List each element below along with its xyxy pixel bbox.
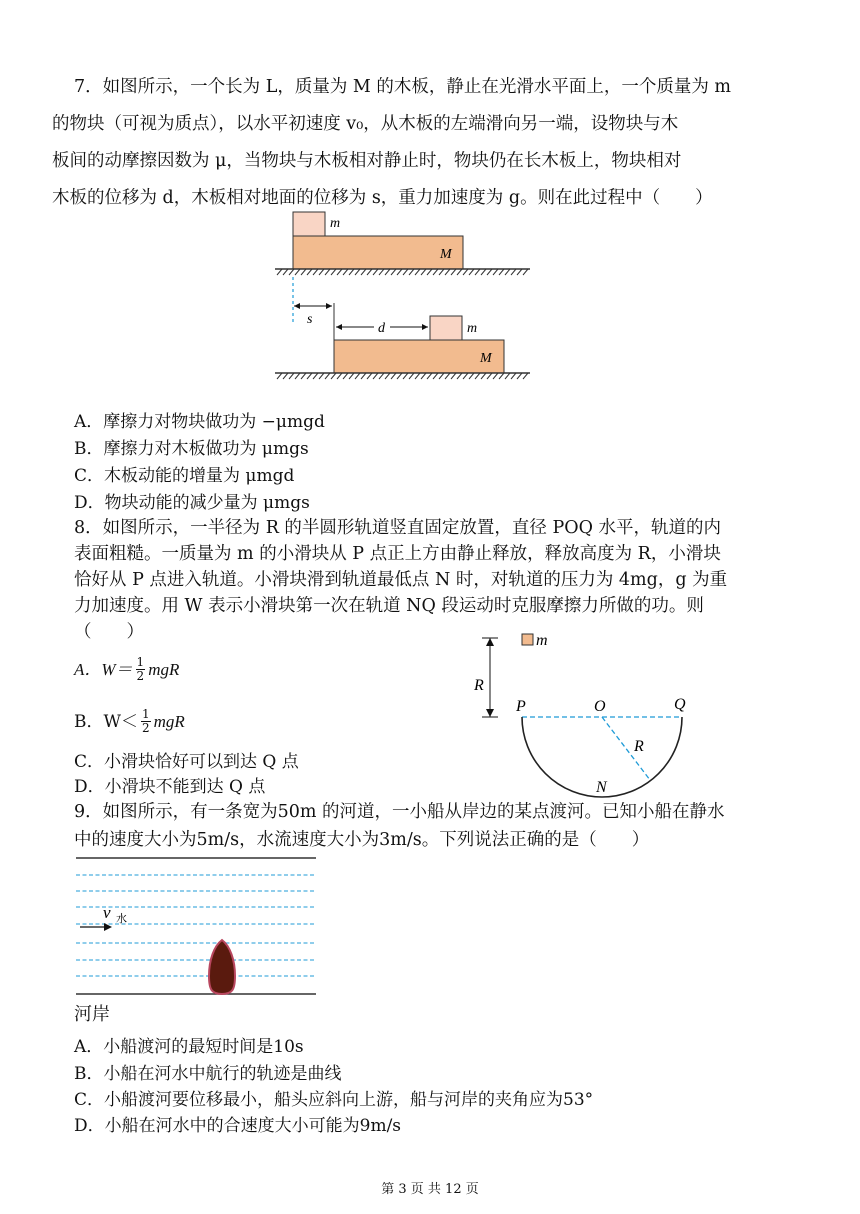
q8-option-b-prefix: B．W＜	[74, 711, 138, 732]
q7-figure	[260, 205, 540, 385]
fraction-denominator: 2	[141, 721, 150, 735]
q7-label-M-top: M	[440, 247, 452, 262]
q7-label-M-bottom: M	[480, 351, 492, 366]
q9-line-2: 中的速度大小为5m/s，水流速度大小为3m/s。下列说法正确的是（ ）	[74, 830, 650, 850]
q9-option-a: A．小船渡河的最短时间是10s	[74, 1037, 304, 1057]
q7-option-b: B．摩擦力对木板做功为 μmgs	[74, 439, 309, 459]
q7-block-bottom	[430, 316, 462, 340]
q7-label-m-top: m	[330, 216, 341, 231]
q7-line-2: 的物块（可视为质点），以水平初速度 v₀，从木板的左端滑向另一端，设物块与木	[52, 114, 679, 134]
q8-line-4: 力加速度。用 W 表示小滑块第一次在轨道 NQ 段运动时克服摩擦力所做的功。则	[74, 596, 704, 616]
fraction-denominator: 2	[136, 669, 145, 683]
q9-option-c: C．小船渡河要位移最小，船头应斜向上游，船与河岸的夹角应为53°	[74, 1090, 594, 1110]
q9-option-b: B．小船在河水中航行的轨迹是曲线	[74, 1064, 342, 1084]
q9-boat	[209, 940, 235, 994]
q7-line-4: 木板的位移为 d，木板相对地面的位移为 s，重力加速度为 g。则在此过程中（ ）	[52, 188, 713, 208]
q8-option-a-suffix: mgR	[148, 659, 180, 679]
fraction-numerator: 1	[136, 655, 145, 669]
q7-option-d: D．物块动能的减少量为 μmgs	[74, 493, 310, 513]
q7-label-m-bottom: m	[467, 321, 478, 336]
q8-option-a	[74, 656, 179, 683]
q8-label-N: N	[596, 779, 607, 796]
q7-line-3: 板间的动摩擦因数为 μ，当物块与木板相对静止时，物块仍在长木板上，物块相对	[52, 151, 682, 171]
q8-option-b	[74, 708, 185, 735]
q8-line-1: 8．如图所示，一半径为 R 的半圆形轨道竖直固定放置，直径 POQ 水平，轨道的内	[74, 518, 722, 538]
q8-label-O: O	[594, 698, 606, 715]
q8-block-m	[522, 634, 533, 645]
q7-board-bottom	[334, 340, 504, 373]
q7-option-c: C．木板动能的增量为 μmgd	[74, 466, 295, 486]
q8-label-m: m	[536, 632, 548, 649]
q8-label-R-vertical: R	[474, 677, 484, 694]
q8-option-a-prefix: A．W＝	[74, 659, 133, 679]
q8-option-d: D．小滑块不能到达 Q 点	[74, 777, 266, 797]
q7-label-s: s	[307, 312, 313, 327]
q8-line-3: 恰好从 P 点进入轨道。小滑块滑到轨道最低点 N 时，对轨道的压力为 4mg，g 为重	[74, 570, 728, 590]
q8-line-2: 表面粗糙。一质量为 m 的小滑块从 P 点正上方由静止释放，释放高度为 R，小滑块	[74, 544, 721, 564]
q8-line-5: （ ）	[74, 622, 144, 642]
q8-option-b-fraction	[141, 708, 151, 735]
q9-label-v-sub: 水	[116, 912, 127, 925]
q8-option-c: C．小滑块恰好可以到达 Q 点	[74, 752, 299, 772]
q8-option-b-suffix: mgR	[153, 711, 185, 731]
q7-block-top	[293, 212, 325, 236]
fraction-numerator: 1	[141, 707, 150, 721]
q9-line-1: 9．如图所示，有一条宽为50m 的河道，一小船从岸边的某点渡河。已知小船在静水	[74, 802, 725, 822]
page-footer: 第 3 页 共 12 页	[381, 1182, 479, 1197]
q9-bank-label: 河岸	[74, 1004, 110, 1025]
q8-label-Q: Q	[674, 696, 686, 713]
q8-figure	[470, 625, 710, 800]
q8-option-a-fraction	[136, 656, 146, 683]
q8-label-P: P	[516, 698, 526, 715]
q7-option-a: A．摩擦力对物块做功为 −μmgd	[74, 412, 325, 432]
q9-label-v: v	[103, 903, 111, 922]
q8-label-R-radius: R	[634, 738, 644, 755]
q9-figure	[76, 856, 318, 998]
q7-label-d: d	[378, 321, 385, 336]
q9-option-d: D．小船在河水中的合速度大小可能为9m/s	[74, 1116, 402, 1136]
q7-line-1: 7．如图所示，一个长为 L，质量为 M 的木板，静止在光滑水平面上，一个质量为 m	[74, 77, 732, 97]
q7-board-top	[293, 236, 463, 269]
